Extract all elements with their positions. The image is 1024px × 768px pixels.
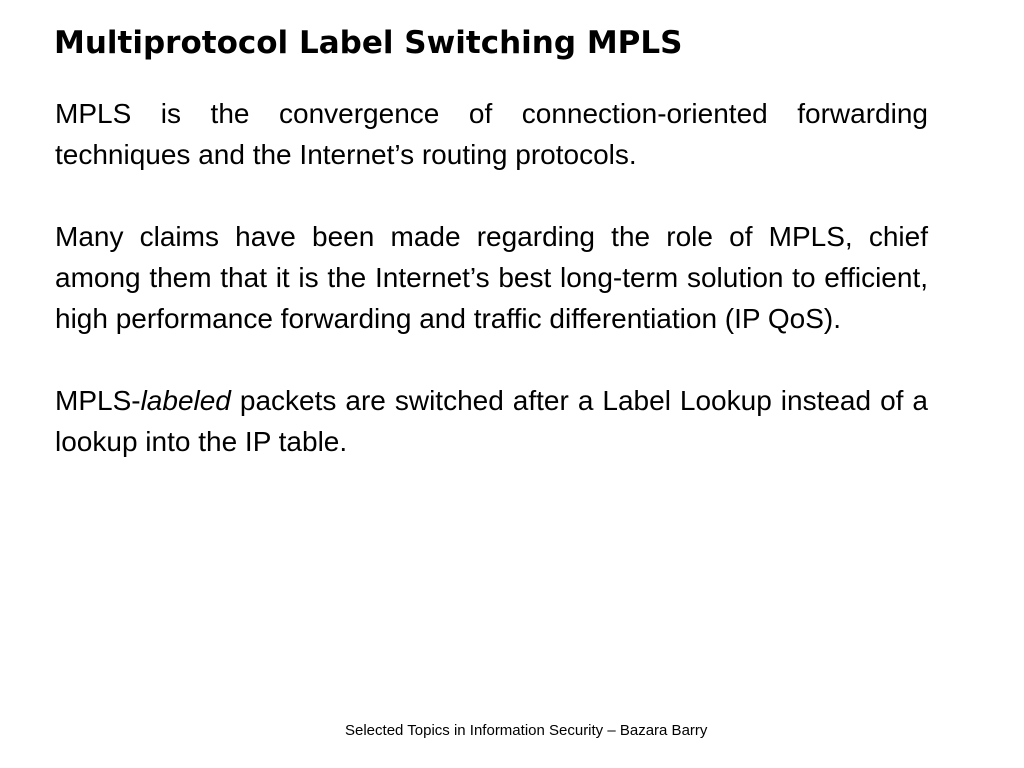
- slide-body: [55, 93, 928, 462]
- paragraph-label-lookup: [55, 380, 928, 462]
- label-lookup-prefix: MPLS-: [55, 385, 141, 416]
- paragraph-mpls-definition: MPLS is the convergence of connection-oriented forwarding techniques and the Internet’s routing protocols.: [55, 98, 928, 170]
- paragraph-mpls-claims: Many claims have been made regarding the role of MPLS, chief among them that it is the Internet’s best long-term solution to efficient, high performance forwarding and traffic differentiation (IP QoS).: [55, 221, 928, 334]
- labeled-emphasis: labeled: [140, 385, 231, 416]
- label-lookup-rest: packets are switched after a Label Lookup instead of a lookup into the IP table.: [55, 385, 928, 457]
- slide-footer: Selected Topics in Information Security – Bazara Barry: [345, 722, 708, 739]
- slide-title: Multiprotocol Label Switching MPLS: [54, 25, 683, 61]
